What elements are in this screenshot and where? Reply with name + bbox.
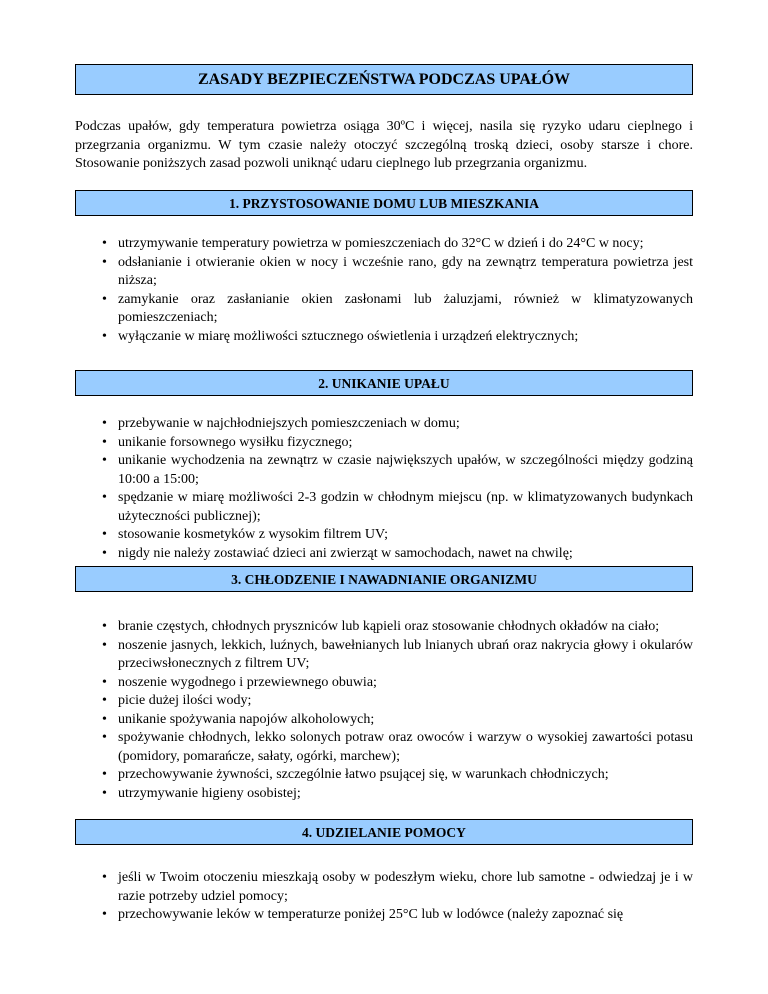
section-1-list: [75, 235, 693, 346]
list-item: • odsłanianie i otwieranie okien w nocy i wcześnie rano, gdy na zewnątrz temperatura powietrza jest niższa;: [75, 254, 693, 291]
section-2-list: [75, 415, 693, 563]
list-item: • spędzanie w miarę możliwości 2-3 godzin w chłodnym miejscu (np. w klimatyzowanych budynkach użyteczności publicznej);: [75, 489, 693, 526]
list-item: • utrzymywanie temperatury powietrza w pomieszczeniach do 32°C w dzień i do 24°C w nocy;: [75, 235, 693, 254]
list-item: • nigdy nie należy zostawiać dzieci ani zwierząt w samochodach, nawet na chwilę;: [75, 545, 693, 564]
section-4-heading: 4. UDZIELANIE POMOCY: [75, 819, 693, 845]
list-item: • branie częstych, chłodnych pryszniców lub kąpieli oraz stosowanie chłodnych okładów na ciało;: [75, 618, 693, 637]
intro-paragraph: Podczas upałów, gdy temperatura powietrza osiąga 30ºC i więcej, nasila się ryzyko udaru cieplnego i przegrzania organizmu. W tym czasie należy otoczyć szczególną troską dzieci, osoby starsze i chore. Stosowanie poniższych zasad pozwoli uniknąć udaru cieplnego lub przegrzania organizmu.: [75, 119, 693, 171]
section-2-heading: 2. UNIKANIE UPAŁU: [75, 370, 693, 396]
list-item: • unikanie wychodzenia na zewnątrz w czasie największych upałów, w szczególności między godziną 10:00 a 15:00;: [75, 452, 693, 489]
list-item: • utrzymywanie higieny osobistej;: [75, 785, 693, 804]
list-item: • przebywanie w najchłodniejszych pomieszczeniach w domu;: [75, 415, 693, 434]
list-item: • jeśli w Twoim otoczeniu mieszkają osoby w podeszłym wieku, chore lub samotne - odwiedzaj je i w razie potrzeby udziel pomocy;: [75, 869, 693, 906]
list-item: • przechowywanie leków w temperaturze poniżej 25°C lub w lodówce (należy zapoznać się: [75, 906, 693, 925]
section-3-heading: 3. CHŁODZENIE I NAWADNIANIE ORGANIZMU: [75, 566, 693, 592]
section-3-list: [75, 618, 693, 803]
section-4-list: [75, 869, 693, 925]
list-item: • picie dużej ilości wody;: [75, 692, 693, 711]
document-title: ZASADY BEZPIECZEŃSTWA PODCZAS UPAŁÓW: [75, 64, 693, 95]
list-item: • wyłączanie w miarę możliwości sztucznego oświetlenia i urządzeń elektrycznych;: [75, 328, 693, 347]
list-item: • unikanie spożywania napojów alkoholowych;: [75, 711, 693, 730]
list-item: • stosowanie kosmetyków z wysokim filtrem UV;: [75, 526, 693, 545]
list-item: • noszenie jasnych, lekkich, luźnych, bawełnianych lub lnianych ubrań oraz nakrycia głowy i okularów przeciwsłonecznych z filtrem UV;: [75, 637, 693, 674]
list-item: • spożywanie chłodnych, lekko solonych potraw oraz owoców i warzyw o wysokiej zawartości potasu (pomidory, pomarańcze, sałaty, ogórki, marchew);: [75, 729, 693, 766]
list-item: • noszenie wygodnego i przewiewnego obuwia;: [75, 674, 693, 693]
list-item: • przechowywanie żywności, szczególnie łatwo psującej się, w warunkach chłodniczych;: [75, 766, 693, 785]
list-item: • zamykanie oraz zasłanianie okien zasłonami lub żaluzjami, również w klimatyzowanych pomieszczeniach;: [75, 291, 693, 328]
list-item: • unikanie forsownego wysiłku fizycznego;: [75, 434, 693, 453]
section-1-heading: 1. PRZYSTOSOWANIE DOMU LUB MIESZKANIA: [75, 190, 693, 216]
